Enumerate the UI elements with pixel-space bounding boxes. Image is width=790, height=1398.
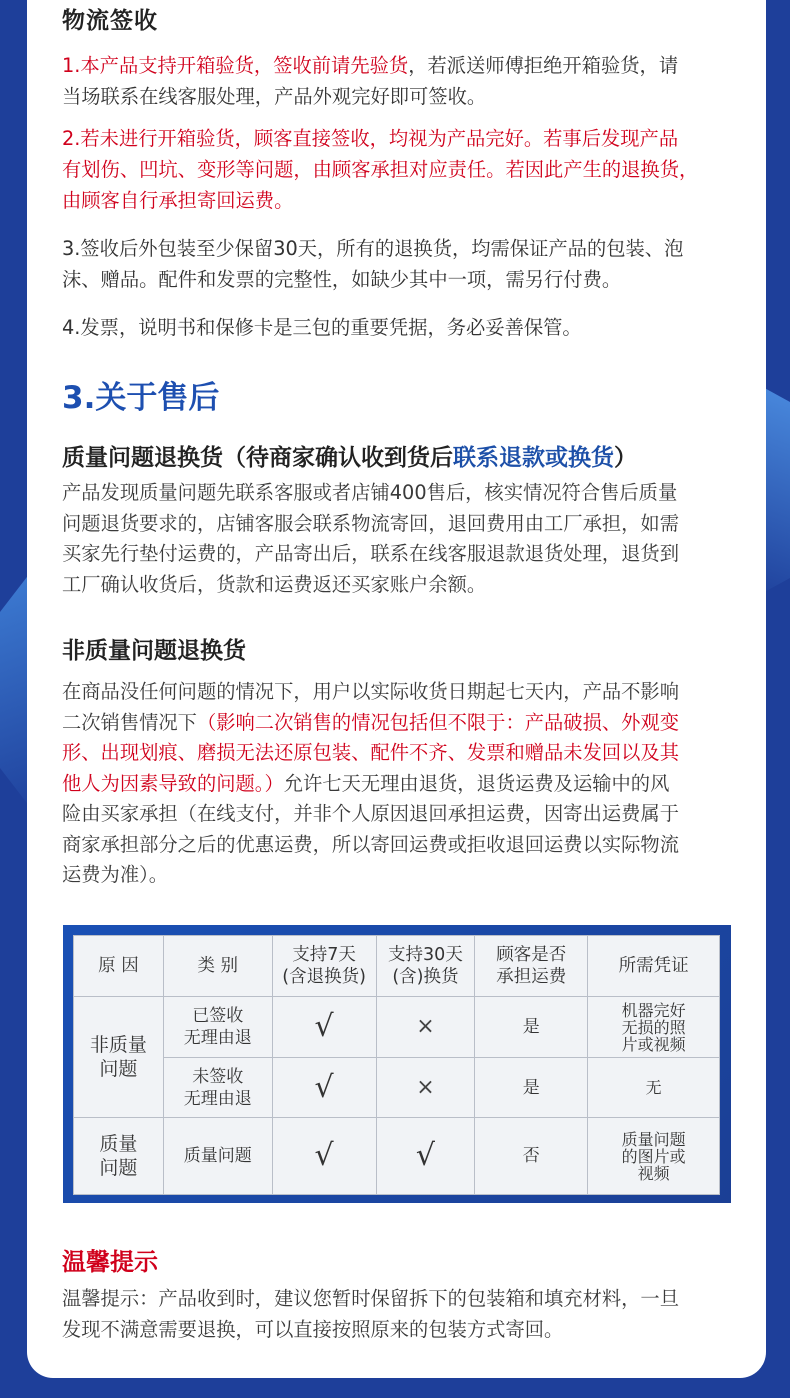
row3-7day-check: √ (272, 1118, 376, 1195)
header-shipping-line2: 承担运费 (496, 967, 567, 988)
item1-red-text: 1.本产品支持开箱验货，签收前请先验货 (62, 54, 409, 77)
nq-line-5: 险由买家承担（在线支付，并非个人原因退回承担运费，因寄出运费属于 (62, 802, 679, 825)
row1-30day-cross: × (376, 997, 475, 1057)
item1-text-line2: 当场联系在线客服处理，产品外观完好即可签收。 (62, 85, 487, 108)
group-quality (74, 1118, 164, 1195)
row2-30day-cross: × (376, 1057, 475, 1117)
logistics-item-1 (62, 50, 678, 112)
quality-line-2: 问题退货要求的，店铺客服会联系物流寄回，退回费用由工厂承担，如需 (62, 511, 679, 535)
row1-proof-line1: 机器完好 (621, 1000, 686, 1020)
table-row (74, 1057, 720, 1117)
group-nonquality-line2: 问题 (99, 1058, 138, 1081)
row1-proof-line3: 片或视频 (621, 1034, 686, 1054)
item3-line1: 3.签收后外包装至少保留30天，所有的退换货，均需保证产品的包装、泡 (62, 237, 684, 260)
group-quality-line1: 质量 (99, 1133, 138, 1156)
nq-line-1: 在商品没任何问题的情况下，用户以实际收货日期起七天内，产品不影响 (62, 680, 679, 703)
row3-proof (588, 1118, 720, 1195)
logistics-item-3 (62, 233, 683, 295)
row3-category: 质量问题 (163, 1118, 272, 1195)
item1-text: ，若派送师傅拒绝开箱验货，请 (408, 54, 679, 77)
table-row (74, 997, 720, 1057)
row1-proof-line2: 无损的照 (621, 1017, 686, 1037)
row1-7day-check: √ (272, 997, 376, 1057)
row1-proof (588, 997, 720, 1057)
policy-table (73, 935, 720, 1195)
row3-proof-line3: 视频 (637, 1163, 670, 1183)
header-7day-line1: 支持7天 (292, 945, 356, 966)
quality-return-text (62, 478, 679, 600)
item3-line2: 沫、赠品。配件和发票的完整性，如缺少其中一项，需另行付费。 (62, 268, 622, 291)
item2-line3: 由顾客自行承担寄回运费。 (62, 189, 294, 212)
header-30day-line2: (含)换货 (392, 967, 459, 988)
quality-line-3: 买家先行垫付运费的，产品寄出后，联系在线客服退款退货处理，退货到 (62, 542, 679, 565)
header-reason: 原 因 (74, 936, 164, 997)
row2-category (163, 1057, 272, 1117)
item2-line1: 2.若未进行开箱验货，顾客直接签收，均视为产品完好。若事后发现产品 (62, 127, 679, 150)
table-header-row (74, 936, 720, 997)
header-7day (272, 936, 376, 997)
content-card (27, 0, 766, 1378)
nq-line-7: 运费为准）。 (62, 863, 169, 886)
group-nonquality-line1: 非质量 (89, 1034, 147, 1057)
row3-proof-line2: 的图片或 (621, 1146, 686, 1166)
quality-title-blue-text: 联系退款或换货 (453, 445, 614, 471)
row2-7day-check: √ (272, 1057, 376, 1117)
row1-category (163, 997, 272, 1057)
header-30day (376, 936, 475, 997)
header-7day-line2: (含退换货) (282, 967, 366, 988)
reminder-title: 温馨提示 (62, 1248, 158, 1276)
row1-category-line1: 已签收 (192, 1006, 244, 1027)
logistics-title: 物流签收 (62, 8, 158, 34)
row2-proof: 无 (588, 1057, 720, 1117)
row1-shipping: 是 (475, 997, 588, 1057)
row3-proof-line1: 质量问题 (621, 1129, 686, 1149)
header-proof: 所需凭证 (588, 936, 720, 997)
row2-category-line1: 未签收 (192, 1066, 244, 1087)
table-row (74, 1118, 720, 1195)
nq-line-4b: 允许七天无理由退货，退货运费及运输中的风 (283, 771, 670, 795)
header-shipping-line1: 顾客是否 (496, 945, 567, 966)
nonquality-return-text (62, 677, 679, 891)
logistics-item-2 (62, 123, 698, 216)
row3-30day-check: √ (376, 1118, 475, 1195)
nq-line-4a: 他人为因素导致的问题。） (62, 771, 284, 795)
reminder-line-2: 发现不满意需要退换，可以直接按照原来的包装方式寄回。 (62, 1318, 564, 1341)
row2-shipping: 是 (475, 1057, 588, 1117)
aftersale-title: 3.关于售后 (62, 380, 220, 416)
header-shipping (475, 936, 588, 997)
policy-table-frame (63, 925, 731, 1203)
reminder-line-1: 温馨提示：产品收到时，建议您暂时保留拆下的包装箱和填充材料，一旦 (62, 1287, 679, 1310)
nq-line-3: 形、出现划痕、磨损无法还原包装、配件不齐、发票和赠品未发回以及其 (62, 741, 679, 764)
row3-shipping: 否 (475, 1118, 588, 1195)
nonquality-return-title: 非质量问题退换货 (62, 638, 246, 664)
group-nonquality (74, 997, 164, 1118)
reminder-text (62, 1283, 679, 1345)
quality-return-title (62, 439, 637, 472)
nq-line-2b: （影响二次销售的情况包括但不限于：产品破损、外观变 (196, 710, 679, 734)
row2-category-line2: 无理由退 (183, 1088, 252, 1109)
item2-line2: 有划伤、凹坑、变形等问题，由顾客承担对应责任。若因此产生的退换货， (62, 158, 699, 181)
header-30day-line1: 支持30天 (388, 945, 463, 966)
quality-line-4: 工厂确认收货后，货款和运费返还买家账户余额。 (62, 572, 487, 596)
quality-line-1: 产品发现质量问题先联系客服或者店铺400售后，核实情况符合售后质量 (62, 481, 678, 504)
quality-title-end: ） (614, 445, 637, 471)
group-quality-line2: 问题 (99, 1157, 138, 1180)
quality-title-text: 质量问题退换货（待商家确认收到货后 (62, 445, 453, 471)
row1-category-line2: 无理由退 (183, 1028, 252, 1049)
nq-line-6: 商家承担部分之后的优惠运费，所以寄回运费或拒收退回运费以实际物流 (62, 832, 679, 856)
header-category: 类 别 (163, 936, 272, 997)
nq-line-2a: 二次销售情况下 (62, 710, 197, 734)
logistics-item-4: 4.发票，说明书和保修卡是三包的重要凭据，务必妥善保管。 (62, 316, 582, 339)
